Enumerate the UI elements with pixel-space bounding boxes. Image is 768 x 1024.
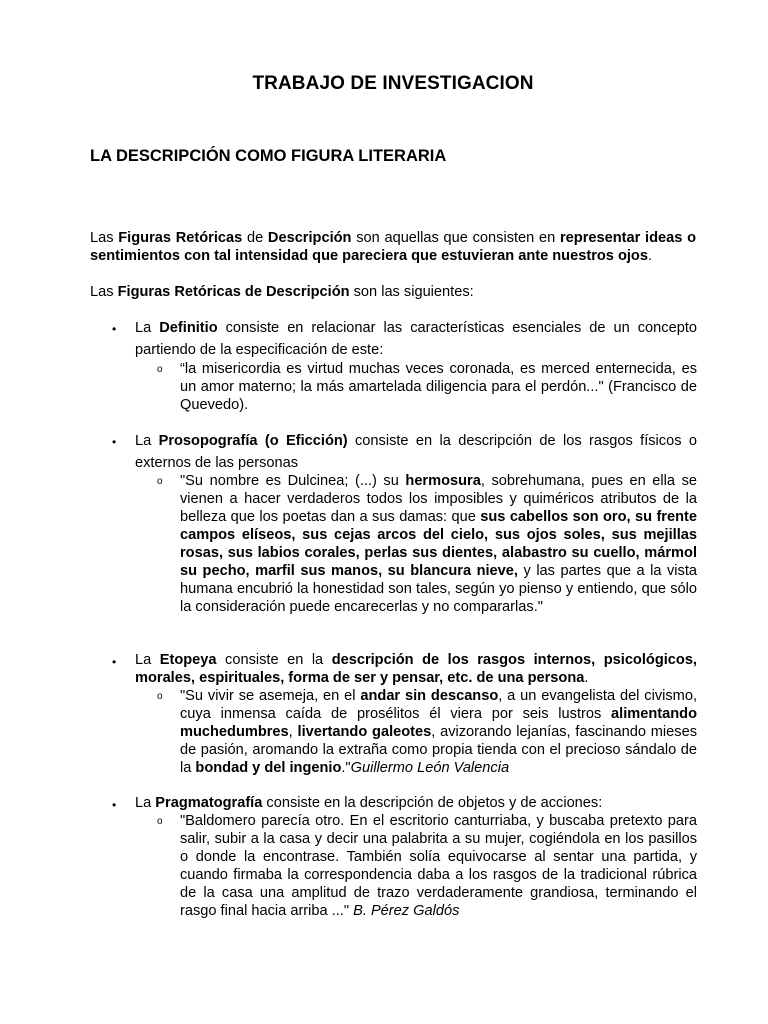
text-run: , a un evangelista del civismo, cuya inmensa caída de prosélitos él viera por seis lustros: [180, 688, 697, 722]
bold-text: bondad y del ingenio: [195, 760, 342, 776]
term-prosopografia: Prosopografía (o Eficción): [158, 433, 348, 449]
sub-bullet-icon: o: [157, 476, 163, 487]
term-etopeya: Etopeya: [159, 652, 217, 668]
text-run: son aquellas que consisten en: [351, 230, 560, 246]
list-item-prosopografia: [135, 430, 697, 474]
text-run: consiste en relacionar las características esenciales de un concepto partiendo de la especificación de este:: [135, 320, 697, 358]
bold-text: alimentando muchedumbres: [180, 706, 697, 740]
text-run: .: [647, 248, 653, 264]
example-prosopografia: [180, 472, 697, 616]
text-run: y las partes que a la vista humana encubrió la honestidad son tales, según yo pienso y entiendo, que sólo la consideración puede encarecerlas y no compararlas.": [180, 563, 697, 615]
bold-text: andar sin descanso: [360, 688, 499, 704]
bold-text: Figuras Retóricas: [118, 230, 243, 246]
text-run: La: [135, 652, 160, 668]
text-run: de: [242, 230, 268, 246]
bold-text: Figuras Retóricas de Descripción: [117, 284, 350, 300]
text-run: "Baldomero parecía otro. En el escritorio canturriaba, y buscaba pretexto para salir, subir a la casa y decir una palabrita a su mujer, cogiéndola en los pasillos o donde la encontrase. También solía equivocarse al sentar una partida, y cuando firmaba la correspondencia daba a los rasgos de la tradicional rúbrica de la casa una amplitud de trazo verdaderamente grandiosa, terminando el rasgo final hacia arriba ...": [180, 813, 697, 919]
document-title: TRABAJO DE INVESTIGACION: [252, 73, 534, 94]
bullet-icon: •: [112, 655, 117, 669]
list-intro-paragraph: [90, 283, 696, 301]
text-run: .: [584, 670, 589, 686]
text-run: Las: [90, 284, 118, 300]
bold-text: descripción de los rasgos internos, psicológicos, morales, espirituales, forma de ser y pensar, etc. de una persona: [135, 652, 697, 686]
document-subtitle: LA DESCRIPCIÓN COMO FIGURA LITERARIA: [90, 147, 447, 165]
text-run: La: [135, 433, 159, 449]
text-run: , avizorando lejanías, fascinando mieses de pasión, aromando la extraña como propia tienda con el precioso sándalo de la: [180, 724, 697, 776]
bullet-icon: •: [112, 322, 117, 336]
text-run: “la misericordia es virtud muchas veces coronada, es merced enternecida, es un amor materno; la más amartelada diligencia para el perdón..." (Francisco de Quevedo).: [180, 361, 697, 413]
sub-bullet-icon: o: [157, 816, 163, 827]
sub-bullet-icon: o: [157, 364, 163, 375]
text-run: La: [135, 320, 160, 336]
text-run: consiste en la: [216, 652, 332, 668]
bullet-icon: •: [112, 435, 117, 449]
sub-bullet-icon: o: [157, 691, 163, 702]
term-definitio: Definitio: [159, 320, 218, 336]
text-run: "Su vivir se asemeja, en el: [180, 688, 361, 704]
bullet-icon: •: [112, 798, 117, 812]
text-run: ,: [288, 724, 298, 740]
text-run: "Su nombre es Dulcinea; (...) su: [180, 473, 406, 489]
example-pragmatografia: [180, 812, 697, 920]
author-citation: Guillermo León Valencia: [350, 760, 510, 776]
example-definitio: [180, 360, 697, 414]
text-run: La: [135, 795, 156, 811]
example-etopeya: [180, 687, 697, 777]
text-run: Las: [90, 230, 119, 246]
list-item-pragmatografia: [135, 794, 697, 812]
author-citation: B. Pérez Galdós: [353, 903, 460, 919]
bold-text: Descripción: [267, 230, 352, 246]
bold-text: livertando galeotes: [297, 724, 432, 740]
text-run: consiste en la descripción de objetos y de acciones:: [262, 795, 603, 811]
text-run: consiste en la descripción de los rasgos físicos o externos de las personas: [135, 433, 697, 471]
intro-paragraph: [90, 229, 696, 265]
text-run: son las siguientes:: [349, 284, 474, 300]
text-run: , sobrehumana, pues en ella se vienen a hacer verdaderos todos los imposibles y quiméricos atributos de la belleza que los poetas dan a sus damas: que: [180, 473, 697, 525]
term-pragmatografia: Pragmatografía: [155, 795, 263, 811]
bold-text: hermosura: [405, 473, 481, 489]
list-item-definitio: [135, 317, 697, 361]
bold-text: representar ideas o sentimientos con tal intensidad que pareciera que estuvieran ante nuestros ojos: [90, 230, 696, 264]
list-item-etopeya: [135, 651, 697, 687]
bold-text: sus cabellos son oro, su frente campos elíseos, sus cejas arcos del cielo, sus ojos soles, sus mejillas rosas, sus labios corales, perlas sus dientes, alabastro su cuello, mármol su pecho, marfil sus manos, su blancura nieve,: [180, 509, 697, 579]
text-run: .": [341, 760, 351, 776]
